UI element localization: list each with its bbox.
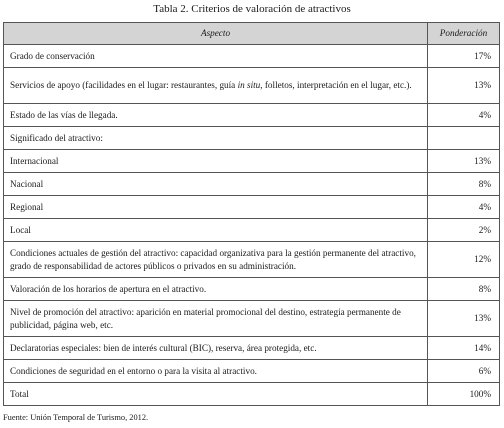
table-row xyxy=(4,68,500,104)
weight-cell: 4% xyxy=(428,196,500,219)
aspect-text: , folletos, interpretación en el lugar, etc.). xyxy=(260,80,412,91)
weight-cell: 6% xyxy=(428,360,500,383)
table-row xyxy=(4,242,500,278)
weight-cell: 2% xyxy=(428,219,500,242)
aspect-cell xyxy=(4,68,428,104)
criteria-table xyxy=(3,22,500,406)
aspect-cell: Declaratorias especiales: bien de interés cultural (BIC), reserva, área protegida, etc. xyxy=(4,337,428,360)
weight-cell: 8% xyxy=(428,173,500,196)
header-weight: Ponderación xyxy=(428,23,500,45)
table-row xyxy=(4,219,500,242)
total-row xyxy=(4,383,500,406)
table-row xyxy=(4,45,500,68)
table-row xyxy=(4,337,500,360)
aspect-cell: Valoración de los horarios de apertura en el atractivo. xyxy=(4,278,428,301)
total-weight: 100% xyxy=(428,383,500,406)
table-row xyxy=(4,104,500,127)
aspect-cell: Nivel de promoción del atractivo: aparición en material promocional del destino, estrategia permanente de publicidad, página web, etc. xyxy=(4,301,428,337)
aspect-cell: Nacional xyxy=(4,173,428,196)
table-row xyxy=(4,173,500,196)
table-row xyxy=(4,150,500,173)
aspect-italic-text: in situ xyxy=(237,80,261,91)
table-title: Tabla 2. Criterios de valoración de atractivos xyxy=(153,3,351,15)
weight-cell: 4% xyxy=(428,104,500,127)
weight-cell xyxy=(428,127,500,150)
aspect-cell: Significado del atractivo: xyxy=(4,127,428,150)
aspect-cell: Grado de conservación xyxy=(4,45,428,68)
aspect-cell: Regional xyxy=(4,196,428,219)
weight-cell: 12% xyxy=(428,242,500,278)
table-row xyxy=(4,301,500,337)
table-row xyxy=(4,196,500,219)
total-label: Total xyxy=(4,383,428,406)
table-row xyxy=(4,278,500,301)
header-aspect: Aspecto xyxy=(4,23,428,45)
weight-cell: 13% xyxy=(428,150,500,173)
weight-cell: 13% xyxy=(428,301,500,337)
weight-cell: 17% xyxy=(428,45,500,68)
aspect-cell: Internacional xyxy=(4,150,428,173)
weight-cell: 13% xyxy=(428,68,500,104)
header-row xyxy=(4,23,500,45)
aspect-cell: Estado de las vías de llegada. xyxy=(4,104,428,127)
aspect-cell: Condiciones de seguridad en el entorno o para la visita al atractivo. xyxy=(4,360,428,383)
aspect-cell: Condiciones actuales de gestión del atractivo: capacidad organizativa para la gestión permanente del atractivo, grado de responsabilidad de actores públicos o privados en su administración. xyxy=(4,242,428,278)
source-note: Fuente: Unión Temporal de Turismo, 2012. xyxy=(3,413,149,422)
weight-cell: 14% xyxy=(428,337,500,360)
table-row xyxy=(4,360,500,383)
weight-cell: 8% xyxy=(428,278,500,301)
table-row xyxy=(4,127,500,150)
aspect-text: Servicios de apoyo (facilidades en el lugar: restaurantes, guía xyxy=(10,80,238,91)
aspect-cell: Local xyxy=(4,219,428,242)
